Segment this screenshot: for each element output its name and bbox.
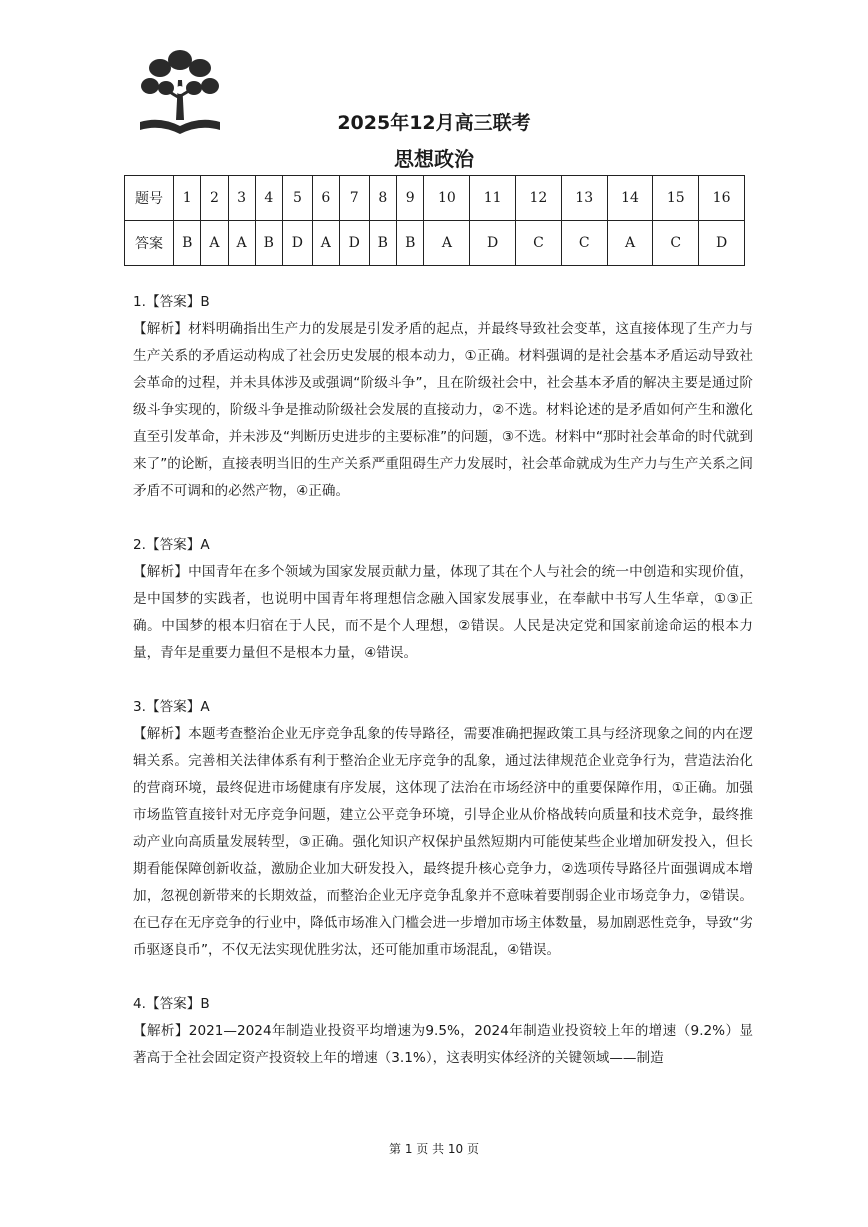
answer-cell: B [397,221,424,266]
answer-heading: 3.【答案】A [133,699,210,715]
explanation-text: 【解析】材料明确指出生产力的发展是引发矛盾的起点，并最终导致社会变革，这直接体现了生产力与生产关系的矛盾运动构成了社会历史发展的根本动力，①正确。材料强调的是社会基本矛盾运动导致社会革命的过程，并未具体涉及或强调“阶级斗争”，且在阶级社会中，社会基本矛盾的解决主要是通过阶级斗争实现的，阶级斗争是推动阶级社会发展的直接动力，②不选。材料论述的是矛盾如何产生和激化直至引发革命，并未涉及“判断历史进步的主要标准”的问题，③不选。材料中“那时社会革命的时代就到来了”的论断，直接表明当旧的生产关系严重阻碍生产力发展时，社会革命就成为生产力与生产关系之间矛盾不可调和的必然产物，④正确。 [133,321,753,499]
answer-cell: A [201,221,228,266]
answer-cell: A [312,221,339,266]
answer-cell: D [339,221,369,266]
question-number: 10 [424,176,470,221]
answer-cell: B [369,221,396,266]
answer-cell: B [255,221,282,266]
question-number: 7 [339,176,369,221]
answer-cell: D [699,221,745,266]
question-number: 2 [201,176,228,221]
explanation-item [133,694,753,964]
explanation-text: 【解析】中国青年在多个领域为国家发展贡献力量，体现了其在个人与社会的统一中创造和实现价值，是中国梦的实践者，也说明中国青年将理想信念融入国家发展事业，在奉献中书写人生华章，①③正确。中国梦的根本归宿在于人民，而不是个人理想，②错误。人民是决定党和国家前途命运的根本力量，青年是重要力量但不是根本力量，④错误。 [133,564,753,661]
exam-title: 2025年12月高三联考 [337,112,531,134]
answer-heading: 4.【答案】B [133,996,210,1012]
answer-cell: C [561,221,607,266]
answer-row [125,221,745,266]
question-number: 11 [470,176,516,221]
page-footer: 第 1 页 共 10 页 [389,1142,479,1156]
question-number: 6 [312,176,339,221]
question-number: 15 [653,176,699,221]
explanation-text: 【解析】2021—2024年制造业投资平均增速为9.5%，2024年制造业投资较上年的增速（9.2%）显著高于全社会固定资产投资较上年的增速（3.1%），这表明实体经济的关键领域——制造 [133,1023,753,1066]
explanation-item [133,532,753,667]
answer-cell: A [424,221,470,266]
answer-explanations [133,289,753,1099]
question-number: 12 [516,176,562,221]
answer-cell: B [174,221,201,266]
explanation-text: 【解析】本题考查整治企业无序竞争乱象的传导路径，需要准确把握政策工具与经济现象之间的内在逻辑关系。完善相关法律体系有利于整治企业无序竞争的乱象，通过法律规范企业竞争行为，营造法治化的营商环境，最终促进市场健康有序发展，这体现了法治在市场经济中的重要保障作用，①正确。加强市场监管直接针对无序竞争问题，建立公平竞争环境，引导企业从价格战转向质量和技术竞争，最终推动产业向高质量发展转型，③正确。强化知识产权保护虽然短期内可能使某些企业增加研发投入，但长期看能保障创新收益，激励企业加大研发投入，最终提升核心竞争力，②选项传导路径片面强调成本增加，忽视创新带来的长期效益，而整治企业无序竞争乱象并不意味着要削弱企业市场竞争力，②错误。在已存在无序竞争的行业中，降低市场准入门槛会进一步增加市场主体数量，易加剧恶性竞争，导致“劣币驱逐良币”，不仅无法实现优胜劣汰，还可能加重市场混乱，④错误。 [133,726,753,958]
subject-title: 思想政治 [394,147,474,171]
answer-cell: C [653,221,699,266]
answer-cell: A [607,221,653,266]
answer-cell: C [516,221,562,266]
question-number: 3 [228,176,255,221]
answer-cell: A [228,221,255,266]
answer-table [124,175,745,266]
question-number: 4 [255,176,282,221]
row-label-number: 题号 [125,176,174,221]
answer-cell: D [283,221,313,266]
question-number: 14 [607,176,653,221]
question-number: 13 [561,176,607,221]
question-number: 8 [369,176,396,221]
question-number-row [125,176,745,221]
question-number: 5 [283,176,313,221]
explanation-item [133,289,753,505]
explanation-item [133,991,753,1072]
answer-heading: 2.【答案】A [133,537,210,553]
row-label-answer: 答案 [125,221,174,266]
answer-heading: 1.【答案】B [133,294,210,310]
question-number: 16 [699,176,745,221]
answer-cell: D [470,221,516,266]
question-number: 9 [397,176,424,221]
question-number: 1 [174,176,201,221]
